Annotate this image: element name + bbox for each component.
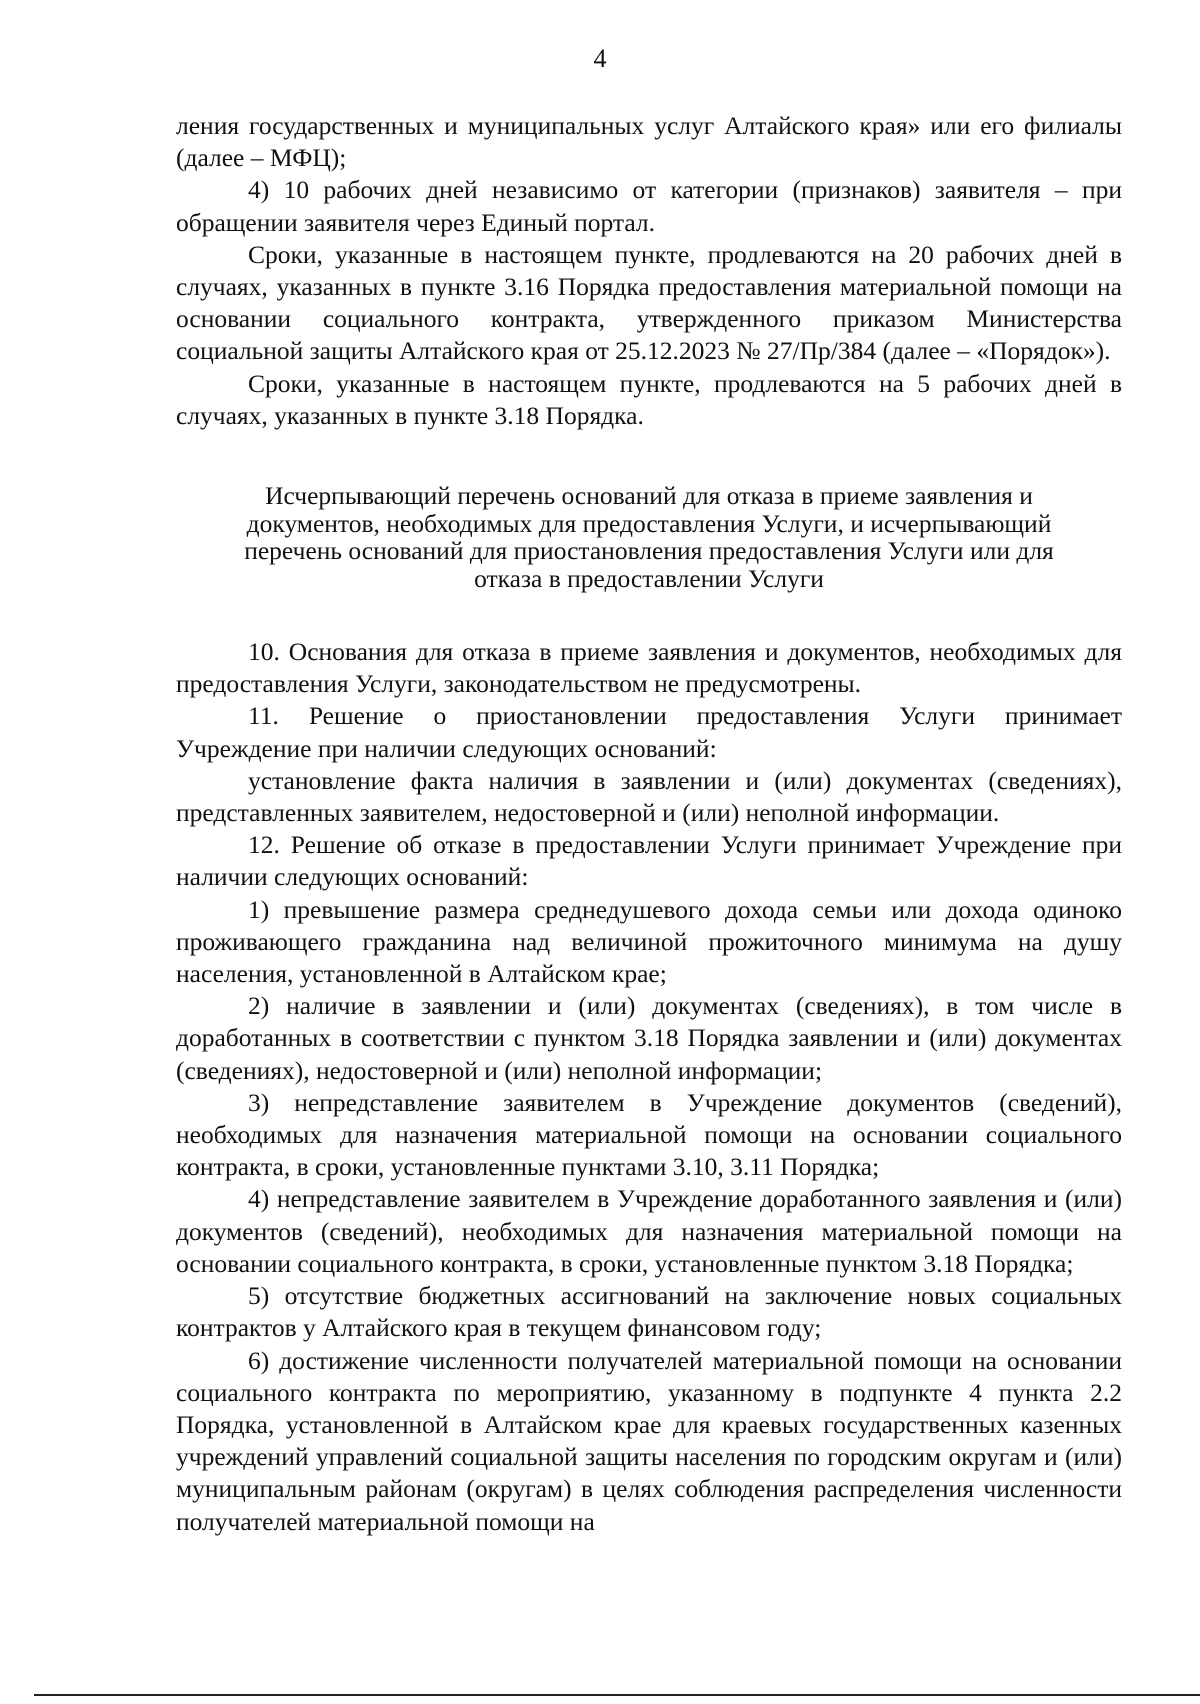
paragraph-12-item-4: 4) непредставление заявителем в Учреждение доработанного заявления и (или) документов (сведений), необходимых для назначения материальной помощи на основании социального контракта, в сроки, установленные пунктом 3.18 Порядка; — [176, 1184, 1122, 1278]
paragraph-11-ground: установление факта наличия в заявлении и (или) документах (сведениях), представленных заявителем, недостоверной и (или) неполной информации. — [176, 765, 1122, 828]
paragraph-12-item-2: 2) наличие в заявлении и (или) документах (сведениях), в том числе в доработанных в соответствии с пунктом 3.18 Порядка заявлении и (или) документах (сведениях), недостоверной и (или) неполной информации; — [176, 991, 1122, 1085]
paragraph-12-item-1: 1) превышение размера среднедушевого дохода семьи или дохода одиноко проживающего гражданина над величиной прожиточного минимума на душу населения, установленной в Алтайском крае; — [176, 894, 1122, 989]
page-number: 4 — [593, 44, 607, 73]
paragraph-terms-extension-20: Сроки, указанные в настоящем пункте, продлеваются на 20 рабочих дней в случаях, указанных в пункте 3.16 Порядка предоставления материальной помощи на основании социального контракта, утвержденного приказом Министерства социальной защиты Алтайского края от 25.12.2023 № 27/Пр/384 (далее – «Порядок»). — [176, 239, 1122, 366]
paragraph-12-item-6: 6) достижение численности получателей материальной помощи на основании социального контракта по мероприятию, указанному в подпункте 4 пункта 2.2 Порядка, установленной в Алтайском крае для краевых государственных казенных учреждений управлений социальной защиты населения по городским округам и (или) муниципальным районам (округам) в целях соблюдения распределения численности получателей материальной помощи на — [176, 1345, 1122, 1536]
paragraph-terms-extension-5: Сроки, указанные в настоящем пункте, продлеваются на 5 рабочих дней в случаях, указанных в пункте 3.18 Порядка. — [176, 368, 1122, 430]
paragraph-12-item-5: 5) отсутствие бюджетных ассигнований на заключение новых социальных контрактов у Алтайского края в текущем финансовом году; — [176, 1281, 1122, 1343]
paragraph-item-4: 4) 10 рабочих дней независимо от категории (признаков) заявителя – при обращении заявителя через Единый портал. — [176, 175, 1122, 237]
paragraph-12: 12. Решение об отказе в предоставлении Услуги принимает Учреждение при наличии следующих оснований: — [176, 830, 1122, 892]
paragraph-11: 11. Решение о приостановлении предоставления Услуги принимает Учреждение при наличии следующих оснований: — [176, 701, 1122, 763]
section-heading: Исчерпывающий перечень оснований для отказа в приеме заявления и документов, необходимых для предоставления Услуги, и исчерпывающий перечень оснований для приостановления предоставления Услуги или для отказа в предоставлении Услуги — [244, 481, 1054, 593]
paragraph-10: 10. Основания для отказа в приеме заявления и документов, необходимых для предоставления Услуги, законодательством не предусмотрены. — [176, 637, 1122, 699]
document-body — [176, 110, 1122, 1538]
paragraph-continuation: ления государственных и муниципальных услуг Алтайского края» или его филиалы (далее – МФЦ); — [176, 111, 1122, 173]
paragraph-12-item-3: 3) непредставление заявителем в Учреждение документов (сведений), необходимых для назначения материальной помощи на основании социального контракта, в сроки, установленные пунктами 3.10, 3.11 Порядка; — [176, 1087, 1122, 1182]
bottom-rule — [34, 1694, 1200, 1696]
